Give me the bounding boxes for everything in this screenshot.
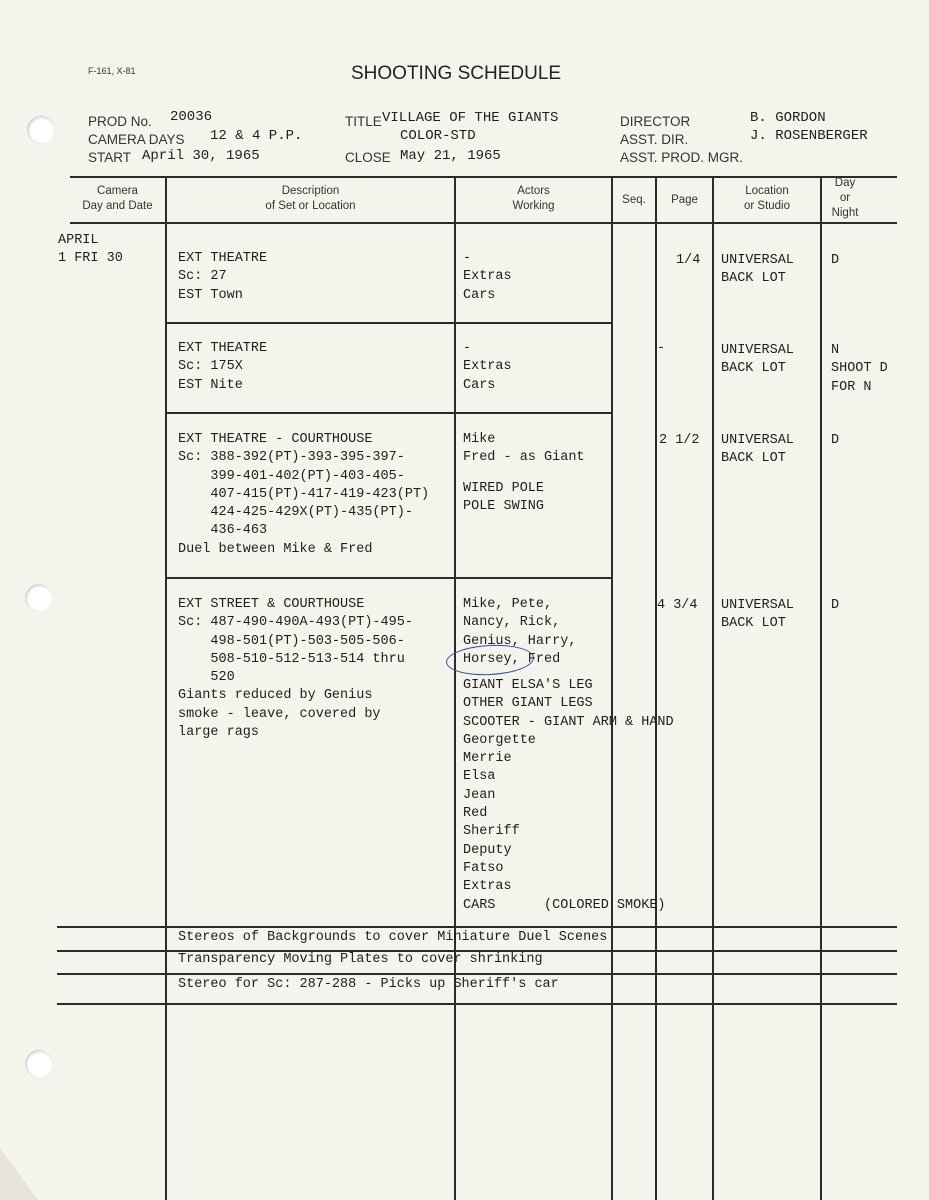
notes-rule-3 <box>57 973 897 975</box>
scene-3-actors: Mike Fred - as Giant <box>463 432 585 466</box>
notes-rule-1 <box>57 926 897 928</box>
film-title: VILLAGE OF THE GIANTS <box>382 110 559 126</box>
scene-4-page: 4 3/4 <box>657 598 698 613</box>
director-label: DIRECTOR <box>620 114 691 129</box>
column-rule-5 <box>712 176 714 1200</box>
column-rule-2 <box>454 176 456 1200</box>
scene-3-day-night: D <box>831 433 840 448</box>
scene-1-description: EXT THEATRE Sc: 27 EST Town <box>178 251 268 303</box>
camera-days-value: 12 & 4 P.P. <box>210 128 303 144</box>
scene-2-page: - <box>657 341 666 356</box>
scene-4-location: UNIVERSAL BACK LOT <box>721 598 794 632</box>
camera-day-month: APRIL <box>58 233 99 248</box>
handwritten-circle-mark <box>445 643 534 678</box>
scene-2-location: UNIVERSAL BACK LOT <box>721 343 794 377</box>
film-format: COLOR-STD <box>400 128 476 144</box>
scene-divider-1 <box>166 322 612 324</box>
prod-no-value: 20036 <box>170 109 213 125</box>
scene-4-props: GIANT ELSA'S LEG OTHER GIANT LEGS SCOOTER - GIANT ARM & HAND Georgette Merrie Elsa Jean Red Sheriff Deputy Fatso Extras CARS (COLORED SMOKE) <box>463 678 674 913</box>
binder-hole-middle <box>25 584 53 612</box>
column-rule-1 <box>165 176 167 1200</box>
close-label: CLOSE <box>345 150 391 165</box>
scene-1-location: UNIVERSAL BACK LOT <box>721 253 794 287</box>
binder-hole-bottom <box>25 1050 53 1078</box>
column-header-rule <box>70 222 897 224</box>
form-code: F-161, X-81 <box>88 66 136 76</box>
scene-1-day-night: D <box>831 253 840 268</box>
column-rule-6 <box>820 176 822 1200</box>
asst-prod-mgr-label: ASST. PROD. MGR. <box>620 150 744 165</box>
scene-2-actors: - Extras Cars <box>463 341 512 393</box>
column-header-page: Page <box>671 194 698 206</box>
scene-divider-3 <box>166 577 612 579</box>
page-corner-fold <box>0 1148 38 1200</box>
scene-4-day-night: D <box>831 598 840 613</box>
scene-2-day-night: N SHOOT D FOR N <box>831 343 888 395</box>
table-top-rule <box>70 176 897 178</box>
scene-divider-2 <box>166 412 612 414</box>
scene-1-page: 1/4 <box>676 253 701 268</box>
start-value: April 30, 1965 <box>142 148 260 164</box>
scene-4-description: EXT STREET & COURTHOUSE Sc: 487-490-490A-493(PT)-495- 498-501(PT)-503-505-506- 508-510-512-513-514 thru 520 Giants reduced by Genius smoke - leave, covered by large rags <box>178 597 413 741</box>
camera-days-label: CAMERA DAYS <box>88 132 185 147</box>
scene-3-description: EXT THEATRE - COURTHOUSE Sc: 388-392(PT)-393-395-397- 399-401-402(PT)-403-405- 407-415(PT)-417-419-423(PT) 424-425-429X(PT)-435(PT)- 436-463 Duel between Mike & Fred <box>178 432 430 557</box>
notes-rule-4 <box>57 1003 897 1005</box>
camera-day-date: 1 FRI 30 <box>58 251 123 266</box>
column-header-day-night: Day or Night <box>831 177 859 219</box>
start-label: START <box>88 150 132 165</box>
close-value: May 21, 1965 <box>400 148 501 164</box>
column-header-seq: Seq. <box>622 194 646 206</box>
scene-3-location: UNIVERSAL BACK LOT <box>721 433 794 467</box>
note-row-3: Stereo for Sc: 287-288 - Picks up Sheriff's car <box>178 977 559 992</box>
column-header-location: Location or Studio <box>743 185 791 212</box>
scene-1-actors: - Extras Cars <box>463 251 512 303</box>
note-row-1: Stereos of Backgrounds to cover Miniature Duel Scenes <box>178 930 608 945</box>
column-header-camera-day: Camera Day and Date <box>82 185 153 212</box>
scene-3-page: 2 1/2 <box>659 433 700 448</box>
scene-3-props: WIRED POLE POLE SWING <box>463 481 545 515</box>
scene-4-actors: Mike, Pete, Nancy, Rick, Genius, Harry, Horsey, Fred <box>463 597 577 667</box>
asst-dir-value: J. ROSENBERGER <box>750 128 868 144</box>
asst-dir-label: ASST. DIR. <box>620 132 689 147</box>
column-header-description: Description of Set or Location <box>265 185 356 212</box>
director-value: B. GORDON <box>750 110 826 126</box>
scene-2-description: EXT THEATRE Sc: 175X EST Nite <box>178 341 268 393</box>
page-title: SHOOTING SCHEDULE <box>351 63 562 84</box>
column-header-actors: Actors Working <box>512 185 555 212</box>
title-label: TITLE <box>345 114 382 129</box>
note-row-2: Transparency Moving Plates to cover shrinking <box>178 952 543 967</box>
prod-no-label: PROD No. <box>88 114 152 129</box>
binder-hole-top <box>27 116 55 144</box>
